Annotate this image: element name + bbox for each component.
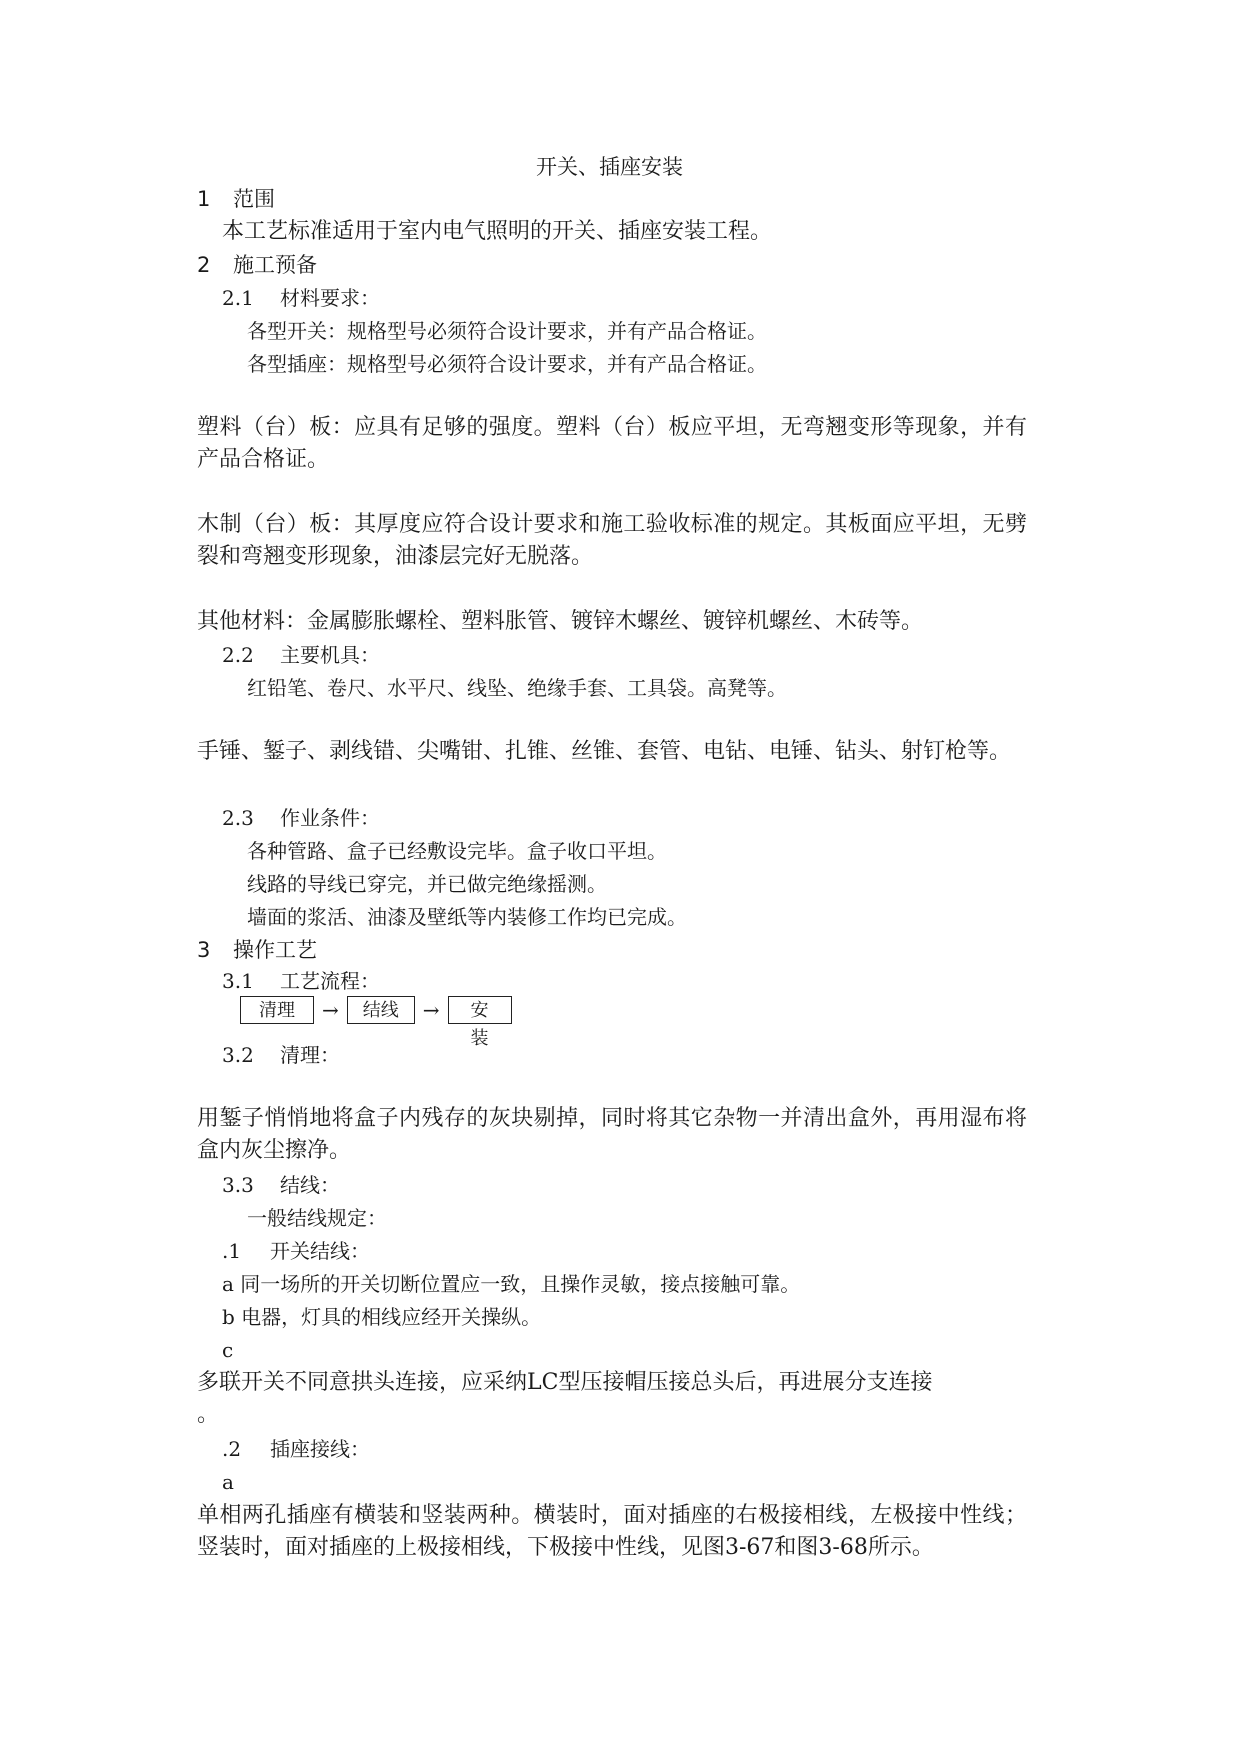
subsection-2-3-heading [222,803,380,833]
clause-item-a-label: a [222,1470,234,1494]
list-item: 线路的导线已穿完，并已做完绝缘摇测。 [247,872,607,896]
subsection-2-1-heading [222,283,380,313]
section-number: 1 [197,187,211,211]
arrow-icon: → [322,998,339,1022]
process-flow [240,994,512,1049]
subsection-title: 作业条件： [280,806,380,830]
section-2-heading [197,250,317,280]
clause-number: .2 [222,1437,242,1461]
subsection-3-2-heading [222,1040,340,1070]
clause-item-b: b 电器，灯具的相线应经开关操纵。 [222,1305,542,1329]
section-3-heading [197,935,317,965]
subsection-title: 主要机具： [280,643,380,667]
clause-1-heading [222,1236,370,1266]
subsection-number: 3.3 [222,1173,254,1197]
paragraph: 塑料（台）板：应具有足够的强度。塑料（台）板应平坦，无弯翘变形等现象，并有产品合格证。 [197,415,1027,472]
list-item: 各型开关：规格型号必须符合设计要求，并有产品合格证。 [247,319,767,343]
section-title: 范围 [233,187,275,211]
list-item: 红铅笔、卷尺、水平尺、线坠、绝缘手套、工具袋。高凳等。 [247,676,787,700]
paragraph: 本工艺标准适用于室内电气照明的开关、插座安装工程。 [222,219,773,244]
flow-step-clean: 清理 [240,996,314,1024]
section-number: 2 [197,253,211,277]
clause-number: .1 [222,1239,242,1263]
subsection-number: 2.1 [222,286,254,310]
paragraph: 单相两孔插座有横装和竖装两种。横装时，面对插座的右极接相线，左极接中性线；竖装时，面对插座的上极接相线，下极接中性线，见图3-67和图3-68所示。 [197,1503,1027,1560]
paragraph: 其他材料：金属膨胀螺栓、塑料胀管、镀锌木螺丝、镀锌机螺丝、木砖等。 [197,609,924,634]
section-title: 操作工艺 [233,938,317,962]
subsection-title: 工艺流程： [280,969,380,993]
subsection-title: 清理： [280,1043,340,1067]
subsection-title: 材料要求： [280,286,380,310]
section-title: 施工预备 [233,253,317,277]
subsection-number: 3.2 [222,1043,254,1067]
clause-item-a: a 同一场所的开关切断位置应一致，且操作灵敏，接点接触可靠。 [222,1272,801,1296]
paragraph-tail: 。 [197,1402,220,1427]
list-item: 各型插座：规格型号必须符合设计要求，并有产品合格证。 [247,352,767,376]
list-item: 各种管路、盒子已经敷设完毕。盒子收口平坦。 [247,839,667,863]
subsection-title: 结线： [280,1173,340,1197]
paragraph: 多联开关不同意拱头连接，应采纳LC型压接帽压接总头后，再进展分支连接 [197,1370,933,1395]
paragraph: 手锤、錾子、剥线错、尖嘴钳、扎锥、丝锥、套管、电钻、电锤、钻头、射钉枪等。 [197,739,1012,764]
subsection-3-3-heading [222,1170,340,1200]
flow-step-wiring: 结线 [347,996,415,1024]
subsection-number: 2.2 [222,643,254,667]
list-item: 墙面的浆活、油漆及壁纸等内装修工作均已完成。 [247,905,687,929]
section-1-heading [197,184,275,214]
clause-title: 插座接线： [270,1437,370,1461]
page-title: 开关、插座安装 [536,155,683,179]
flow-step-install: 安装 [448,996,512,1024]
paragraph: 用錾子悄悄地将盒子内残存的灰块剔掉，同时将其它杂物一并清出盒外，再用湿布将盒内灰尘擦净。 [197,1106,1027,1163]
section-number: 3 [197,938,211,962]
clause-2-heading [222,1434,370,1464]
sub-heading: 一般结线规定： [247,1206,387,1230]
arrow-icon: → [422,998,440,1022]
subsection-number: 3.1 [222,969,254,993]
clause-item-c-label: c [222,1338,234,1362]
subsection-number: 2.3 [222,806,254,830]
clause-title: 开关结线： [270,1239,370,1263]
subsection-3-1-heading [222,966,380,996]
paragraph: 木制（台）板：其厚度应符合设计要求和施工验收标准的规定。其板面应平坦，无劈裂和弯翘变形现象，油漆层完好无脱落。 [197,512,1027,569]
subsection-2-2-heading [222,640,380,670]
